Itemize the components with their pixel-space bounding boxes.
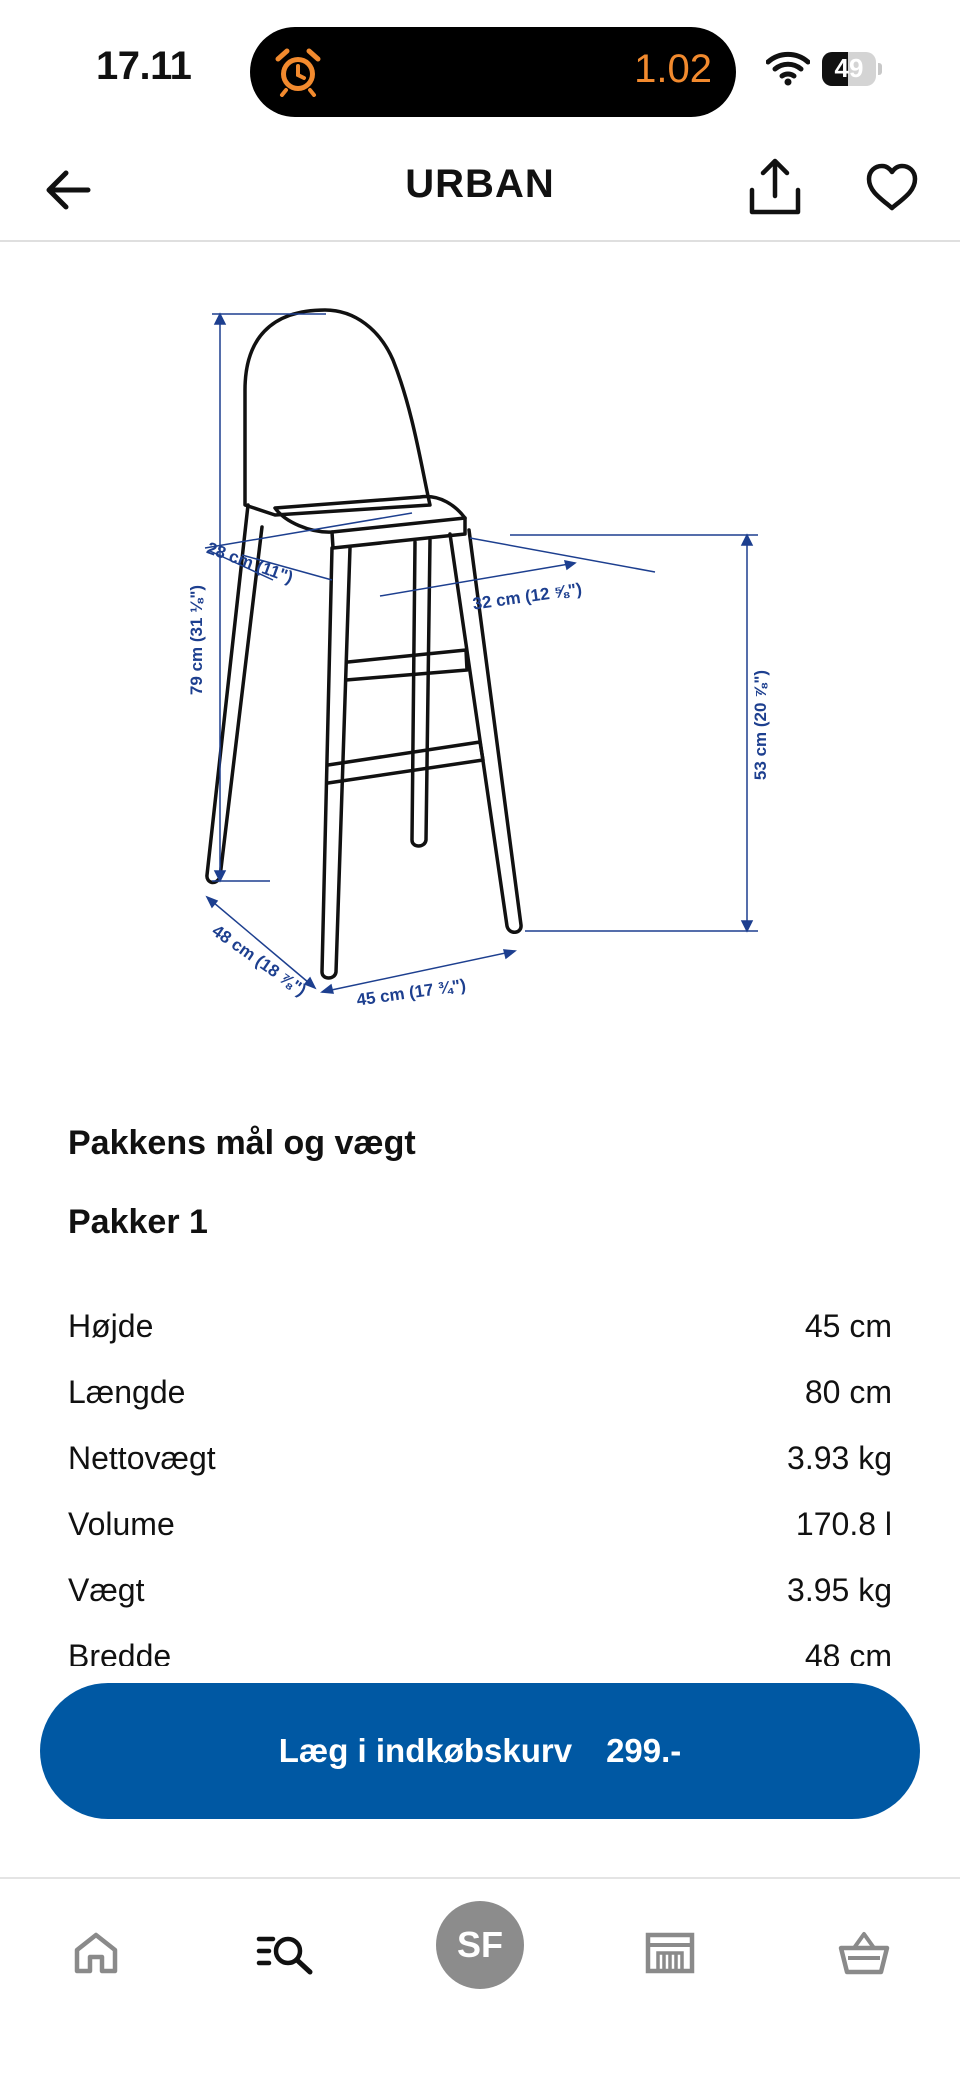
dimension-total-height-label: 79 cm (31 ⅛") bbox=[187, 584, 206, 696]
dimension-seat-depth-label: 28 cm (11") bbox=[204, 538, 296, 588]
heart-icon[interactable] bbox=[864, 160, 920, 216]
add-to-cart-label: Læg i indkøbskurv bbox=[278, 1732, 573, 1769]
wifi-icon bbox=[766, 50, 810, 86]
store-icon bbox=[644, 1931, 696, 1975]
dimension-lines bbox=[205, 314, 758, 993]
chair-drawing bbox=[207, 310, 521, 978]
list-item bbox=[68, 1560, 892, 1626]
list-item bbox=[68, 1362, 892, 1428]
alarm-clock-icon bbox=[272, 45, 324, 97]
dimension-labels bbox=[187, 538, 770, 1009]
dimension-value: 170.8 l bbox=[795, 1506, 892, 1542]
dimension-seat-height-label: 53 cm (20 ⅞") bbox=[751, 669, 770, 781]
dimension-label: Længde bbox=[68, 1374, 186, 1410]
list-item bbox=[68, 1494, 892, 1560]
shopping-basket-icon bbox=[838, 1930, 890, 1976]
add-to-cart-button[interactable] bbox=[40, 1683, 920, 1819]
search-list-icon bbox=[256, 1930, 316, 1976]
list-item bbox=[68, 1296, 892, 1362]
package-subtitle: Pakker 1 bbox=[68, 1203, 208, 1241]
nav-stores[interactable] bbox=[630, 1913, 710, 1993]
dimension-width-label: 45 cm (17 ¾") bbox=[355, 975, 468, 1010]
status-time: 17.11 bbox=[96, 44, 192, 88]
package-section-title: Pakkens mål og vægt bbox=[68, 1124, 416, 1162]
bottom-navigation bbox=[0, 1877, 960, 2083]
dimension-depth-label: 48 cm (18 ⅞") bbox=[208, 921, 310, 1000]
nav-home[interactable] bbox=[56, 1913, 136, 1993]
package-dimension-list[interactable] bbox=[68, 1296, 892, 1666]
cart-price: 299.- bbox=[606, 1732, 682, 1769]
avatar[interactable]: SF bbox=[436, 1901, 524, 1989]
activity-value: 1.02 bbox=[634, 47, 712, 91]
product-dimension-diagram bbox=[150, 280, 810, 1020]
battery-level: 49 bbox=[834, 53, 864, 83]
status-bar bbox=[0, 0, 960, 140]
dimension-value: 3.93 kg bbox=[787, 1440, 892, 1476]
nav-cart[interactable] bbox=[824, 1913, 904, 1993]
list-item bbox=[68, 1626, 892, 1666]
dimension-value: 80 cm bbox=[804, 1374, 892, 1410]
dimension-value: 48 cm bbox=[804, 1638, 892, 1666]
dimension-label: Bredde bbox=[68, 1638, 172, 1666]
app-header bbox=[0, 140, 960, 242]
battery-icon bbox=[822, 52, 884, 86]
home-icon bbox=[72, 1930, 120, 1976]
dimension-label: Nettovægt bbox=[68, 1440, 216, 1476]
list-item bbox=[68, 1428, 892, 1494]
dimension-value: 3.95 kg bbox=[787, 1572, 892, 1608]
dimension-label: Volume bbox=[68, 1506, 175, 1542]
dimension-seat-width-label: 32 cm (12 ⅝") bbox=[471, 579, 584, 614]
page-title: URBAN bbox=[405, 162, 555, 206]
share-icon[interactable] bbox=[744, 154, 806, 220]
dimension-label: Højde bbox=[68, 1308, 154, 1344]
dimension-label: Vægt bbox=[68, 1572, 145, 1608]
dynamic-island[interactable] bbox=[250, 27, 736, 117]
dimension-value: 45 cm bbox=[804, 1308, 892, 1344]
nav-search[interactable] bbox=[246, 1913, 326, 1993]
